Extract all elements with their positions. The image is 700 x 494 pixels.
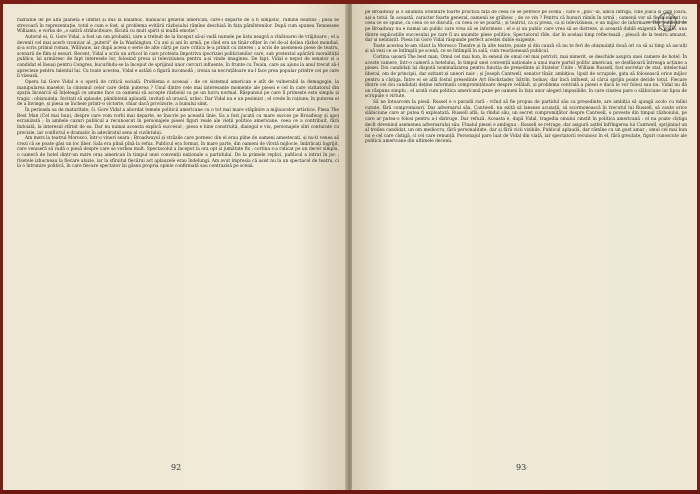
book-cover-edge <box>0 490 700 494</box>
left-paragraph: răzbunie de pe altă planetă e umflat și dus la balamuc, maniacul general american, care-i departe de a fi simpatic, rămîne neatins ; pusa se strecoară în reprezentaţie, totul e cum e fost, și problema evitării războiului rămîne deschisă în fața pămîntenilor. După cum spunea Tennessee Williams, e vorba de „o satiră străluciteare, făcută cu mult spirit și multă emoție“. <box>17 18 339 35</box>
right-paragraph: Cortina ușoară The best man, Omul cel mai bun, în sensul de omul cel mai potrivit, mai nimerit, se deschide asupra unei camere de hotel. În aceste camere, într-o cameră a hotelului, în timpul unei convenții naționale a unui mare partid politic american, se desfășoară întreaga acțiune a piesei. Doi candidați își dispută nominalizarea pentru funcția de președinte al Statelor Unite : William Russell, fost secretar de stat, intelectual liberal, om de principii, dar ezitant și uneori naiv ; și Joseph Cantwell, senator tînăr, ambițios, lipsit de scrupule, gata să folosească orice mijloc pentru a cîștiga. Între ei se află fostul președinte Art Hockstader, bătrîn, bolnav, dar încă influent, al cărui sprijin poate decide totul. Fiecare dintre cei doi candidați deține informații compromițătoare despre celălalt, și problema centrală a piesei e dacă le vor folosi sau nu. Vidal nu dă un răspuns simplu ; el arată cum politica americană pune pe oameni în fața unor alegeri imposibile, în care cinstea pare o slăbiciune iar lipsa de scrupule o virtute. <box>365 55 687 100</box>
left-paragraph: În perioada sa de maturitate, G. Gore Vidal a abordat temele politicii americane cu o tot mai mare stăpînire a mijloacelor artistice. Piesa The Best Man (Cel mai bun), despre care vom vorbi mai departe, se înscrie pe această linie. Ea a fost jucată cu mare succes pe Broadway și apoi ecranizată ; în ambele cazuri publicul a recunoscut în personajele piesei figuri reale ale vieții politice americane, ceea ce a contribuit, fără îndoială, la interesul stîrnit de ea. Dar nu numai aceasta explică succesul ; piesa e bine construită, dialogul e viu, personajele sînt conturate cu precizie, iar conflictul e dramatic în adevăratul sens al cuvîntului. <box>17 108 339 136</box>
left-paragraph: Opera lui Gore Vidal e o operă de critică socială. Problema e aceeași : de ce sistemul american e atît de vulnerabil la demagogie, la manipularea maselor, la cinismul celor care dețin puterea ? Unul dintre cele mai interesante momente ale piesei e cel în care vizitatorul din spațiu încearcă să înțeleagă ce anume face ca oamenii să accepte războiul ca pe un lucru normal. Răspunsul pe care îl primește este simplu și tragic : obișnuința. Invitați să aplaude, pămîntenii aplaudă, invitați să urască, urăsc. Dar Vidal nu e un pesimist ; el crede în rațiune, în puterea ei de a învinge, și piesa se încheie printr-o victorie, chiar dacă provizorie, a bunului simț. <box>17 79 339 108</box>
right-paragraph: Toate acestea le-am văzut la Morosco Theatre și în alte teatre, poate și din cauză că nu te feri de obișnuință două ori ca să ai timp să asculți și să vezi ce se întîmplă pe scenă, ce se întîmplă în sală, cum reacționează publicul. <box>365 43 687 55</box>
page-number-right: 93 <box>516 463 527 472</box>
left-paragraph: Am mers la teatrul Morosco, într-o vineri seara ; Broadwayul și străzile care pornesc din el erau pline de oameni amestecați, și nu-ți venea să crezi că se poate găsi un loc liber. Sala era plină pînă la refuz. Publicul era format, în mare parte, din oameni de vîrstă mijlocie, îmbrăcați îngrijit, care veniseră să vadă o piesă despre care se vorbea mult. Spectacolul a început la ora opt și jumătate fix ; cortina s-a ridicat pe un decor simplu, o cameră de hotel dintr-un mare oraș american în timpul unei convenții naționale a partidului. De la primele replici, publicul a intrat în joc ; rîsetele izbucneau la fiecare aluzie, iar la sfîrșitul fiecărui act aplauzele erau îndelungi. Am avut impresia că asist nu la un spectacol de teatru, ci la o întrunire politică, în care fiecare spectator își găsea propria opinie confirmată sau contrazisă pe scenă. <box>17 136 339 170</box>
right-paragraph: Să ne întoarcem la piesă. Russel e o paradă rară : vrînd să fie propus de partidul său ca președinte, are ambiția să ajungă acolo cu mîini curate, fără compromisuri. Dar adversarul său, Cantwell, nu ezită să lanseze acuzații, să scormonească în trecutul lui Russell, să caute orice slăbiciune care ar putea fi exploatată. Russell află, la rîndul său, un secret compromițător despre Cantwell, o poveste din timpul războiului, pe care ar putea-o folosi pentru a-l distruge. Dar refuză. Aceasta e, după Vidal, tragedia omului cinstit în politica americană : el nu poate cîștiga decît devenind asemenea adversarului său. Finalul piesei e ambiguu ; Russell se retrage, dar asigură astfel înfrîngerea lui Cantwell, sprijinind un al treilea candidat, un om mediocru, fără personalitate, dar și fără vicii vizibile. Publicul aplaudă, dar rămîne cu un gust amar ; omul cel mai bun nu e cel care cîștigă, ci cel care renunță. Personajul pare luat de Vidal din viață, iar spectatorii recunosc în el, fără greutate, figuri cunoscute ale politicii americane din ultimele decenii. <box>365 100 687 145</box>
right-page <box>352 4 697 490</box>
left-paragraph: Autorul ei, G. Gore Vidal, a fost un om probabil, care a trebuit de la început să-și vadă numele pe lista neagră a vînătoarei de vrăjitoare ; el a devenit cel mai acerb cronicar al „puterii“ de la Washington. Cu ani și ani în urmă, pe cînd era un tînăr ofițer în cel de-al doilea război mondial, și-a scris primul roman, Williwaw, iar după aceea o serie de alte cărți pe care critica le-a primit cu interes ; a scris de asemenea piese de teatru, scenarii de film și eseuri. Recent, Vidal a scris un articol în care protesta împotriva ipocriziei politicienilor care, sub pretextul apărării moralității publice, își urmăresc de fapt interesele lor, folosind presa și televiziunea pentru a-și vinde imaginea. De fapt, Vidal e nepot de senator și a candidat el însuși pentru Congres, bucurîndu-se la început de sprijinul unor cercuri influente, în frunte cu Twain, care au ajuns la anul trecut să-l aprecieze pentru talentul lui. Cu toate acestea, Vidal e astăzi o figură incomodă ; ironia sa necruțătoare nu-l face prea popular printre cei pe care îi vizează. <box>17 34 339 80</box>
left-page-text-column <box>17 18 339 448</box>
right-page-text-column <box>365 10 687 440</box>
page-number-left: 92 <box>171 463 182 472</box>
right-paragraph: pe Broadway și o anumită orientare foarte practică față de ceea ce se petrece pe scenă : care e „ploi“-ul, adică intriga, cine joacă și cum joacă, ași-a totul. În această, caracter foarte general, oamenii se grăbesc ; de ce vin ? Pentru că bunuri rămîn în urmă ; oamenii vor să fie la curent cu ceea ce se spune, cu ceea ce se discută, cu ceea ce se poartă ; și teatrul, ca și presa, ca și televiziunea, e un mijloc de informare. Dar publicul de pe Broadway nu e numai un public care vrea să se informeze ; el e și un public care vrea să se distreze, și această dublă exigență e, poate, una dintre explicațiile succesului pe care îl au anumite piese politice. Spectatorul rîde, dar în același timp reflectează ; pleacă de la teatru amuzat, dar și neliniștit. Piesa lui Gore Vidal răspunde perfect acestei duble exigențe. <box>365 10 687 44</box>
left-page <box>3 4 347 490</box>
